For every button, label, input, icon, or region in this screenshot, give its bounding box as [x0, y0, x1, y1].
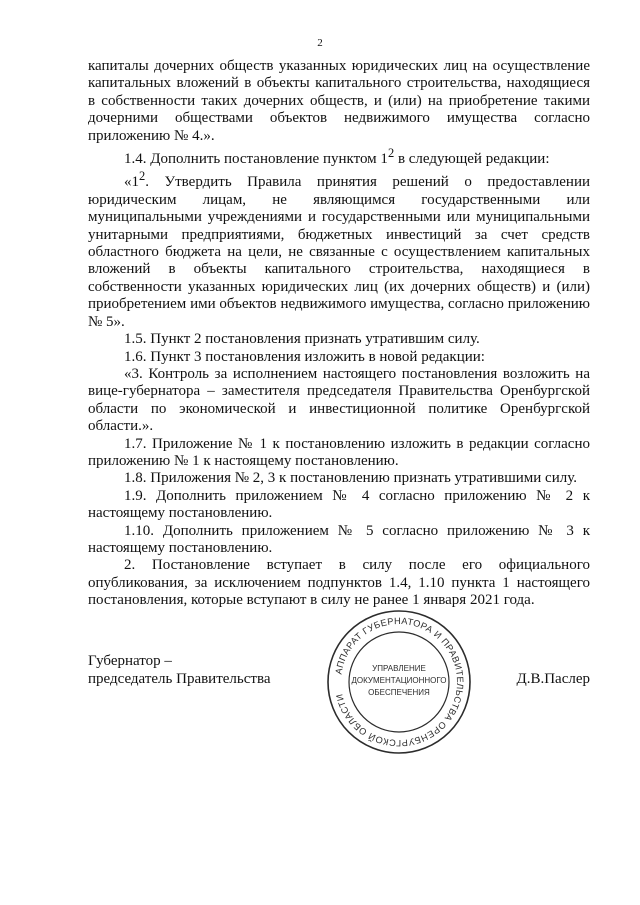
paragraph: 2. Постановление вступает в силу после его официального опубликования, за исключением подпунктов 1.4, 1.10 пункта 1 настоящего постановления, которые вступают в силу не ранее 1 января 2021 года.	[88, 557, 590, 609]
paragraph: 1.8. Приложения № 2, 3 к постановлению признать утратившими силу.	[124, 470, 577, 487]
paragraph: капиталы дочерних обществ указанных юридических лиц на осуществление капитальных вложений в объекты капитального строительства, находящиеся в собственности таких дочерних обществ, и (или) на приобретение такими дочерними обществами объектов недвижимого имущества согласно приложению № 4.».	[88, 58, 590, 144]
paragraph: 1.7. Приложение № 1 к постановлению изложить в редакции согласно приложению № 1 к настоящему постановлению.	[88, 435, 590, 469]
paragraph-text: «1	[124, 174, 139, 191]
stamp-center-line: ОБЕСПЕЧЕНИЯ	[368, 688, 430, 697]
paragraph: 1.9. Дополнить приложением № 4 согласно приложению № 2 к настоящему постановлению.	[88, 487, 590, 522]
signature-title	[88, 652, 271, 688]
signature-name: Д.В.Паслер	[516, 671, 590, 687]
stamp-center-line: ДОКУМЕНТАЦИОННОГО	[351, 676, 447, 685]
superscript: 2	[387, 146, 395, 161]
signature-title-line: председатель Правительства	[88, 671, 271, 687]
paragraph	[88, 145, 590, 168]
signature-title-line: Губернатор –	[88, 653, 172, 669]
paragraph	[88, 168, 590, 331]
paragraph: 1.6. Пункт 3 постановления изложить в новой редакции:	[124, 348, 485, 365]
superscript: 2	[139, 169, 146, 184]
stamp-ring-text: АППАРАТ ГУБЕРНАТОРА И ПРАВИТЕЛЬСТВА ОРЕНБУРГСКОЙ ОБЛАСТИ	[333, 615, 466, 749]
paragraph: «3. Контроль за исполнением настоящего постановления возложить на вице-губернатора – заместителя председателя Правительства Оренбургской области по экономической и инвестиционной политике Оренбургской области.».	[88, 365, 590, 435]
paragraph-text: . Утвердить Правила принятия решений о предоставлении юридическим лицам, не являющимся государственными или муниципальными учреждениями и государственными или муниципальными унитарными предприятиями, бюджетных инвестиций за счет средств областного бюджета на цели, не связанные с осуществлением капитальных вложений в объекты капитального строительства, находящиеся в собственности указанных юридических лиц (их дочерних обществ) и (или) приобретением ими объектов недвижимого имущества, согласно приложению № 5».	[88, 174, 590, 330]
paragraph: 1.10. Дополнить приложением № 5 согласно приложению № 3 к настоящему постановлению.	[88, 522, 590, 556]
page-number: 2	[317, 37, 323, 49]
paragraph: 1.5. Пункт 2 постановления признать утратившим силу.	[124, 331, 480, 348]
paragraph-text: в следующей редакции:	[394, 151, 550, 168]
document-body	[88, 58, 590, 610]
stamp-center-line: УПРАВЛЕНИЕ	[372, 664, 426, 673]
official-stamp	[325, 608, 473, 756]
paragraph-text: 1.4. Дополнить постановление пунктом 1	[124, 151, 388, 168]
